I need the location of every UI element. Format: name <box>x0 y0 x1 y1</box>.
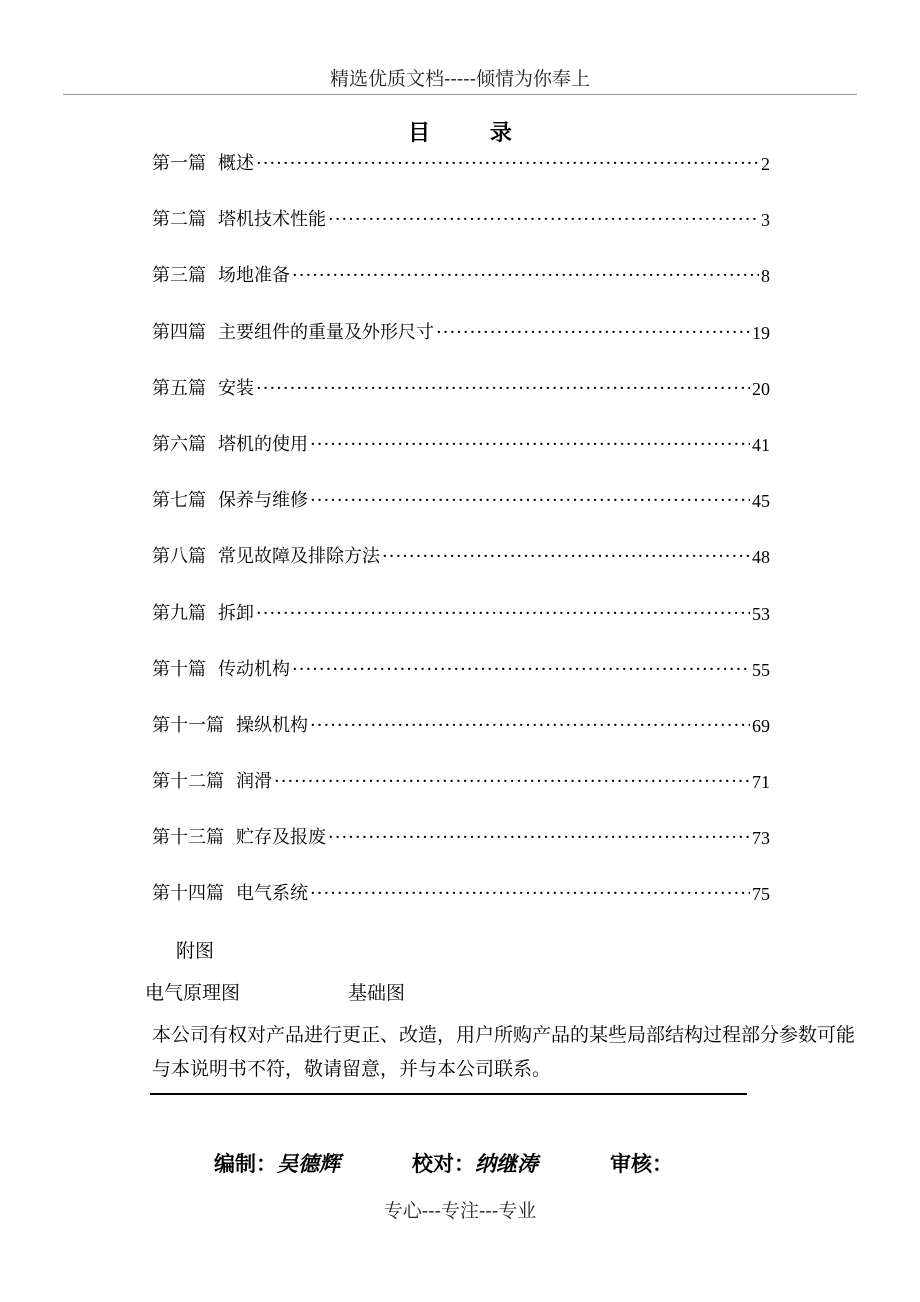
toc-leader-dots <box>310 880 750 908</box>
toc-entry[interactable] <box>152 824 770 880</box>
reviewed-by-label: 审核： <box>610 1152 673 1176</box>
appendix-diagram-list <box>145 978 405 1005</box>
toc-entry[interactable] <box>152 262 770 318</box>
toc-leader-dots <box>436 319 750 347</box>
toc-leader-dots <box>256 375 750 403</box>
toc-page-number: 3 <box>761 210 770 231</box>
toc-entry[interactable] <box>152 880 770 936</box>
toc-topic: 概述 <box>218 153 254 174</box>
toc-chapter: 第三篇 <box>152 265 206 287</box>
toc-topic: 润滑 <box>236 771 272 793</box>
toc-topic: 操纵机构 <box>236 714 308 736</box>
toc-page-number: 20 <box>752 378 770 399</box>
appendix-item-foundation-drawing[interactable]: 基础图 <box>348 982 406 1004</box>
toc-leader-dots <box>256 600 750 628</box>
toc-entry[interactable] <box>152 375 770 431</box>
appendix-item-electrical-schematic[interactable]: 电气原理图 <box>145 982 241 1004</box>
toc-page-number: 69 <box>752 715 770 736</box>
disclaimer-notice: 本公司有权对产品进行更正、改造，用户所购产品的某些局部结构过程部分参数可能与本说明书不符，敬请留意，并与本公司联系。 <box>152 1024 856 1080</box>
toc-topic: 保养与维修 <box>218 490 308 512</box>
toc-leader-dots <box>382 543 750 571</box>
toc-page-number: 45 <box>752 491 770 512</box>
toc-page-number: 71 <box>752 772 770 793</box>
toc-page-number: 41 <box>752 434 770 455</box>
toc-chapter: 第四篇 <box>152 321 206 343</box>
toc-topic: 电气系统 <box>236 883 308 905</box>
toc-leader-dots <box>310 431 750 459</box>
toc-topic: 拆卸 <box>218 602 254 624</box>
toc-entry[interactable] <box>152 319 770 375</box>
toc-entry[interactable] <box>152 768 770 824</box>
toc-topic: 贮存及报废 <box>236 827 326 849</box>
toc-leader-dots <box>310 487 750 515</box>
toc-page-number: 55 <box>752 659 770 680</box>
compiled-by-label: 编制： <box>214 1152 277 1176</box>
toc-chapter: 第十篇 <box>152 658 206 680</box>
toc-chapter: 第十一篇 <box>152 714 224 736</box>
compiled-by-name: 吴德辉 <box>277 1152 340 1176</box>
appendix-label: 附图 <box>176 940 215 962</box>
toc-page-number: 73 <box>752 828 770 849</box>
toc-leader-dots <box>256 150 759 178</box>
page-footer: 专心---专注---专业 <box>383 1200 537 1222</box>
toc-page-number: 53 <box>752 603 770 624</box>
toc-topic: 主要组件的重量及外形尺寸 <box>218 321 434 343</box>
toc-entry[interactable] <box>152 656 770 712</box>
toc-chapter: 第十四篇 <box>152 883 224 905</box>
toc-title: 目 录 <box>408 120 538 146</box>
toc-leader-dots <box>292 262 759 290</box>
toc-topic: 场地准备 <box>218 265 290 287</box>
toc-page-number: 19 <box>752 322 770 343</box>
toc-entry[interactable] <box>152 431 770 487</box>
toc-leader-dots <box>328 206 759 234</box>
toc-chapter: 第十三篇 <box>152 827 224 849</box>
toc-page-number: 75 <box>752 884 770 905</box>
toc-entry[interactable] <box>152 206 770 262</box>
header-divider <box>63 94 857 95</box>
toc-leader-dots <box>292 656 750 684</box>
signoff-line <box>214 1148 673 1178</box>
toc-page-number: 48 <box>752 547 770 568</box>
toc-leader-dots <box>274 768 750 796</box>
toc-page-number: 8 <box>761 266 770 287</box>
toc-chapter: 第九篇 <box>152 602 206 624</box>
toc-topic: 塔机技术性能 <box>218 209 326 231</box>
toc-chapter: 第二篇 <box>152 209 206 231</box>
toc-chapter: 第七篇 <box>152 490 206 512</box>
toc-page-number: 2 <box>761 154 770 174</box>
toc-leader-dots <box>310 712 750 740</box>
toc-chapter: 第八篇 <box>152 546 206 568</box>
toc-chapter: 第一篇 <box>152 153 206 174</box>
toc-chapter: 第十二篇 <box>152 771 224 793</box>
toc-topic: 传动机构 <box>218 658 290 680</box>
toc-topic: 安装 <box>218 377 254 399</box>
toc-topic: 常见故障及排除方法 <box>218 546 380 568</box>
page-header: 精选优质文档-----倾情为你奉上 <box>329 68 591 90</box>
toc-leader-dots <box>328 824 750 852</box>
toc-topic: 塔机的使用 <box>218 433 308 455</box>
toc-chapter: 第六篇 <box>152 433 206 455</box>
toc-entry[interactable] <box>152 712 770 768</box>
table-of-contents <box>152 150 770 937</box>
proofread-by-label: 校对： <box>412 1152 475 1176</box>
proofread-by-name: 纳继涛 <box>475 1152 538 1176</box>
notice-underline <box>150 1093 747 1095</box>
toc-entry[interactable] <box>152 150 770 206</box>
toc-chapter: 第五篇 <box>152 377 206 399</box>
toc-entry[interactable] <box>152 543 770 599</box>
toc-entry[interactable] <box>152 487 770 543</box>
toc-entry[interactable] <box>152 600 770 656</box>
